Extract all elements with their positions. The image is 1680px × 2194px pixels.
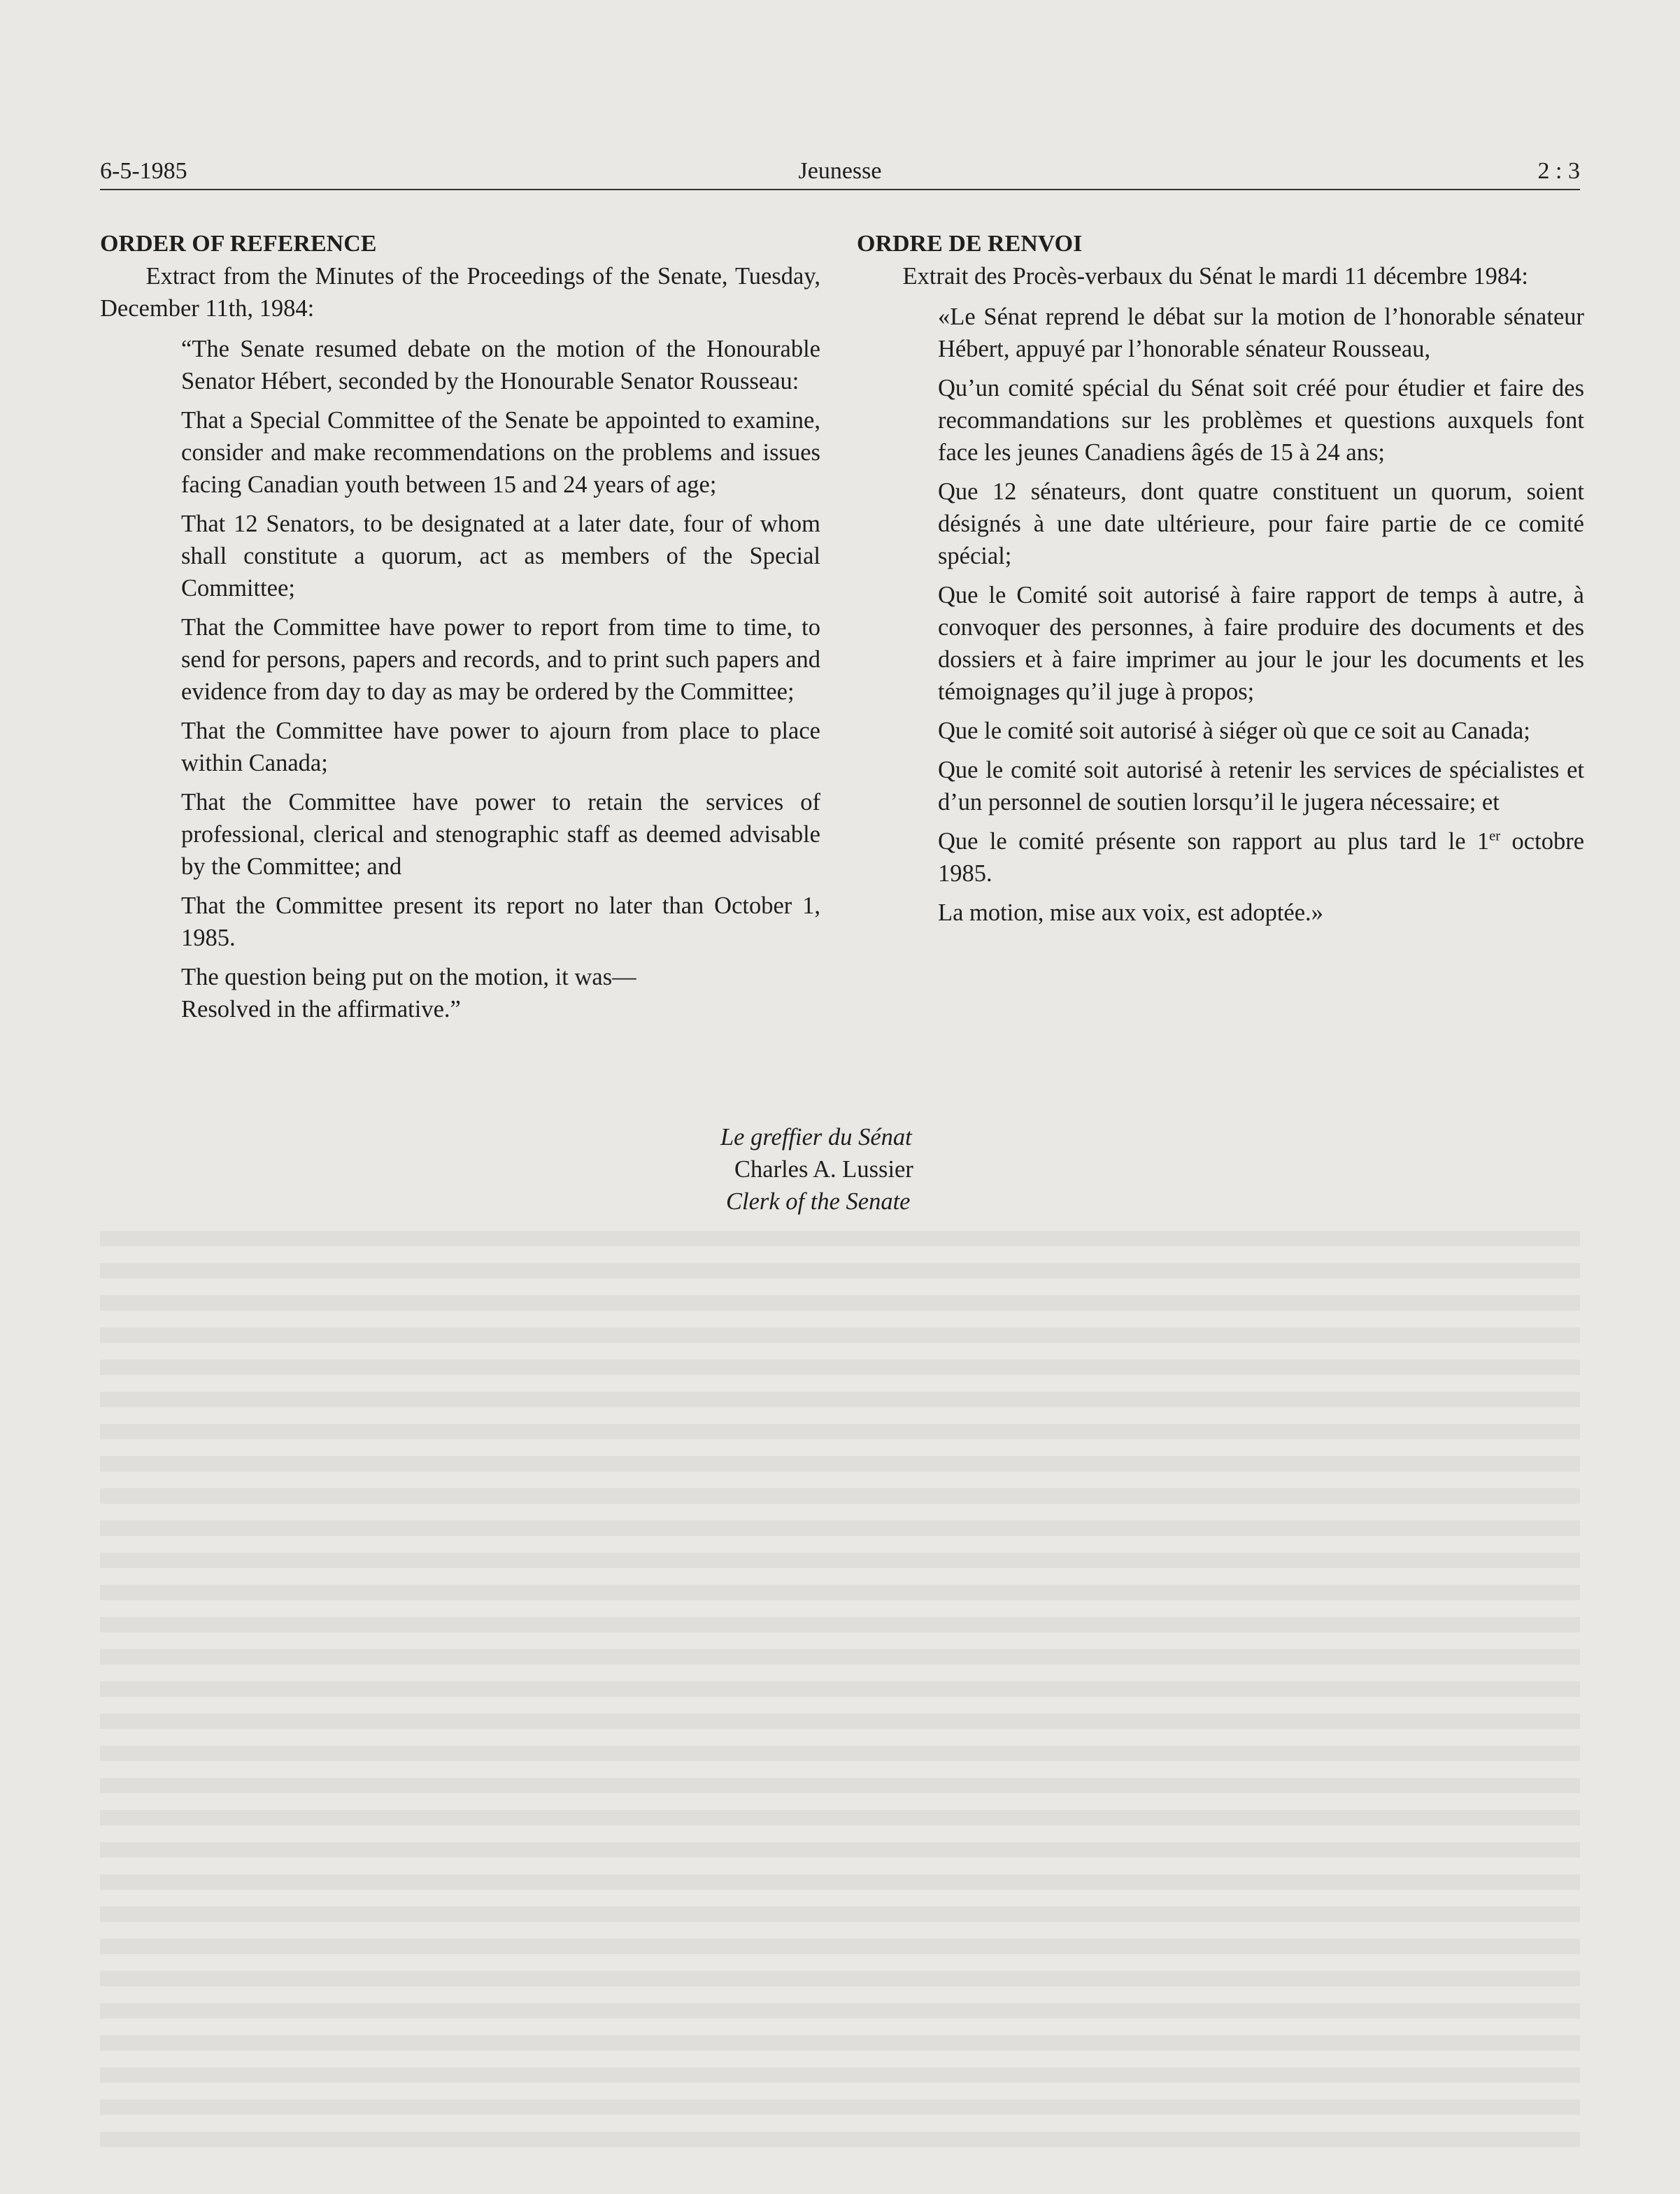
french-paragraph: Que le comité soit autorisé à siéger où que ce soit au Canada;	[938, 718, 1530, 744]
french-paragraph: Qu’un comité spécial du Sénat soit créé pour étudier et faire des recommandations sur les problèmes et questions auxquels font face les jeunes Canadiens âgés de 15 à 24 ans;	[938, 375, 1584, 466]
english-paragraph: That the Committee have power to retain the services of professional, clerical and stenographic staff as deemed advisable by the Committee; and	[181, 789, 820, 880]
english-quote: “The Senate resumed debate on the motion of the Honourable Senator Hébert, seconded by the Honourable Senator Rousseau:	[181, 336, 820, 394]
french-column	[857, 228, 1584, 936]
header-page-number: 2 : 3	[1537, 158, 1580, 184]
signature-title-fr: Le greffier du Sénat	[720, 1124, 912, 1151]
french-closing: La motion, mise aux voix, est adoptée.»	[938, 899, 1323, 926]
header-rule	[100, 189, 1580, 190]
english-question: The question being put on the motion, it was—	[181, 964, 636, 990]
french-quote: «Le Sénat reprend le débat sur la motion de l’honorable sénateur Hébert, appuyé par l’honorable sénateur Rousseau,	[938, 304, 1584, 362]
french-last-paragraph-end: octobre 1985.	[938, 828, 1585, 887]
english-paragraph: That the Committee present its report no later than October 1, 1985.	[181, 892, 820, 951]
english-paragraph: That the Committee have power to ajourn from place to place within Canada;	[181, 718, 820, 776]
french-paragraph: Que le comité soit autorisé à retenir les services de spécialistes et d’un personnel de soutien lorsqu’il le jugera nécessaire; et	[938, 757, 1584, 815]
signature-name: Charles A. Lussier	[734, 1156, 913, 1183]
bleed-through-texture	[100, 1231, 1580, 2161]
french-heading: ORDRE DE RENVOI	[857, 231, 1083, 257]
english-intro: Extract from the Minutes of the Proceedings of the Senate, Tuesday, December 11th, 1984:	[100, 263, 820, 322]
english-paragraph: That 12 Senators, to be designated at a later date, four of whom shall constitute a quorum, act as members of the Special Committee;	[181, 511, 820, 601]
french-last-paragraph	[938, 825, 1584, 890]
english-paragraph: That a Special Committee of the Senate be appointed to examine, consider and make recommendations on the problems and issues facing Canadian youth between 15 and 24 years of age;	[181, 407, 820, 498]
signature-block	[720, 1121, 1014, 1218]
french-paragraph: Que le Comité soit autorisé à faire rapport de temps à autre, à convoquer des personnes, à faire produire des documents et des dossiers et à faire imprimer au jour le jour les documents et les témoignages qu’il juge à propos;	[938, 582, 1584, 705]
page-header	[100, 155, 1580, 187]
header-title: Jeunesse	[798, 158, 882, 184]
english-resolved: Resolved in the affirmative.”	[181, 996, 461, 1023]
french-last-paragraph-start: Que le comité présente son rapport au plus tard le 1	[938, 828, 1490, 855]
english-paragraph: That the Committee have power to report from time to time, to send for persons, papers and records, and to print such papers and evidence from day to day as may be ordered by the Committee;	[181, 614, 820, 705]
french-paragraph: Que 12 sénateurs, dont quatre constituent un quorum, soient désignés à une date ultérieure, pour faire partie de ce comité spécial;	[938, 478, 1584, 569]
english-column	[100, 228, 820, 1032]
header-date: 6-5-1985	[100, 158, 187, 184]
english-heading: ORDER OF REFERENCE	[100, 231, 377, 257]
signature-title-en: Clerk of the Senate	[726, 1188, 911, 1215]
french-intro: Extrait des Procès-verbaux du Sénat le mardi 11 décembre 1984:	[902, 263, 1529, 290]
french-ordinal-superscript: er	[1489, 828, 1501, 844]
